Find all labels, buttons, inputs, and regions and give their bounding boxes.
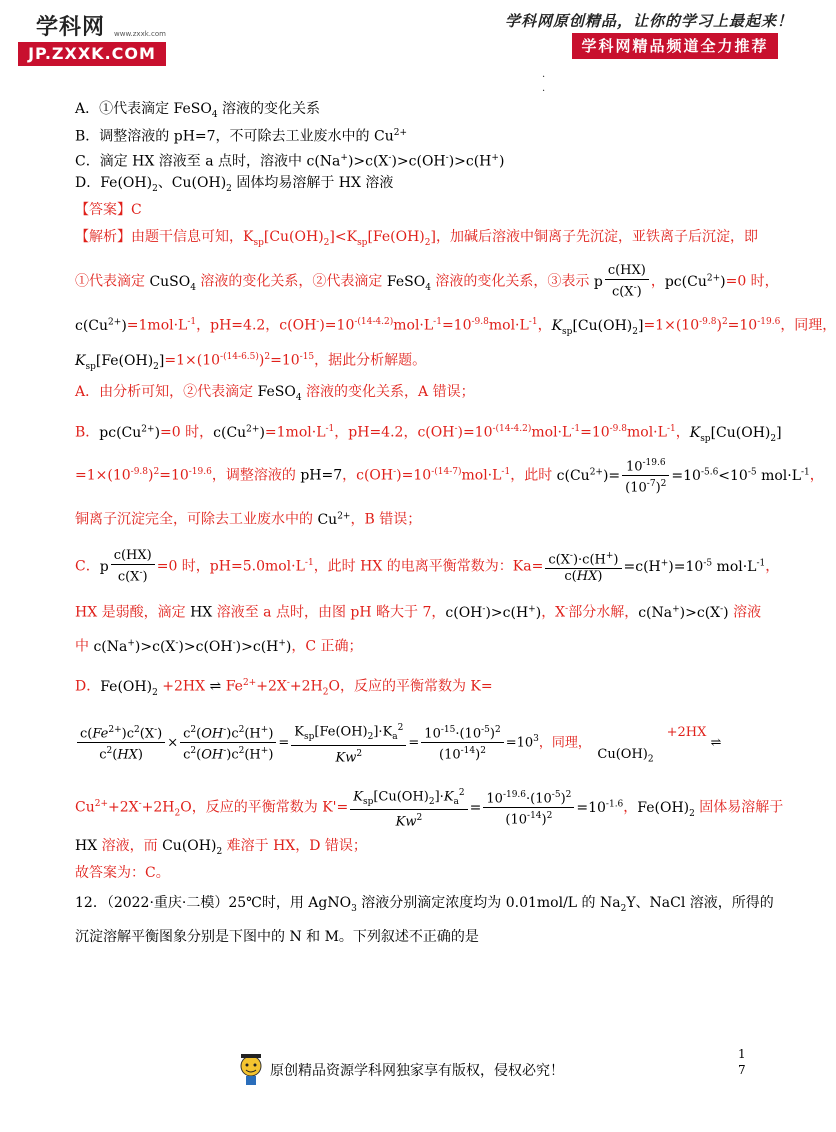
footer [236, 1052, 576, 1088]
analysis-line: HX 溶液，而 $Cu(OH)_2$ 难溶于 HX，D 错误； [75, 838, 367, 857]
option-b: B．调整溶液的 pH=7，不可除去工业废水中的 $Cu^{2+}$ [75, 128, 408, 145]
answer: 【答案】C [75, 202, 142, 218]
analysis-line: HX 是弱酸，滴定 HX 溶液至 a 点时，由图 pH 略大于 7，c(OH-)>c(H+)，X-部分水解，c(Na+)>c(X-) 溶液 [75, 604, 762, 621]
dot-mark: · [542, 86, 546, 97]
header-banner: 学科网精品频道全力推荐 [572, 33, 778, 59]
analysis-line: $=1\times(10^{-9.8})^2=10^{-19.6}$，调整溶液的 pH=7，$c(OH^-)=10^{-(14-7)}mol\cdot L^{-1}$，此时 $c(Cu^{2+})=$ $\frac{10^{-19.6}}{(10^{-7})^2}$ $=10^{-5.6}<10^{-5}$ $mol\cdot L^{-1}$， [75, 452, 824, 496]
question-12-line: 12．（2022·重庆·二模）25℃时，用 AgNO$_3$ 溶液分别滴定浓度均为 0.01mol/L 的 $Na_2Y$、NaCl 溶液，所得的 [75, 895, 774, 914]
analysis-line: B．$pc(Cu^{2+})=0$ 时，$c(Cu^{2+})=1mol\cdot L^{-1}$，pH=4.2，$c(OH^-)=10^{-(14-4.2)}mol\cdot L^{-1}=10^{-9.8}mol\cdot L^{-1}$，$K_{sp}[Cu(OH)_2]$ [75, 424, 782, 444]
analysis-line: A．由分析可知，②代表滴定 FeSO$_4$ 溶液的变化关系，A 错误； [75, 384, 475, 403]
analysis-line: $K_{sp}[Fe(OH)_2]=1\times(10^{-(14-6.5)})^2=10^{-15}$，据此分析解题。 [75, 352, 427, 372]
analysis-line: $c(Cu^{2+})=1mol\cdot L^{-1}$，pH=4.2，$c(OH^-)=10^{-(14-4.2)}mol\cdot L^{-1}=10^{-9.8}mol\cdot L^{-1}$，$K_{sp}[Cu(OH)_2]=1\times(10^{-9.8})^2=10^{-19.6}$，同理， [75, 317, 836, 337]
analysis-line: D．$Fe(OH)_2 +2HX$ ⇌ $Fe^{2+}+2X^-+2H_2O$，反应的平衡常数为 K= [75, 678, 493, 698]
analysis-line: 铜离子沉淀完全，可除去工业废水中的 $Cu^{2+}$，B 错误； [75, 511, 422, 528]
analysis-equation: $\frac{c(Fe^{2+})c^2(X^-)}{c^2(HX)}$ × $\frac{c^2(OH^-)c^2(H^+)}{c^2(OH^-)c^2(H^+)}$ = $\frac{K_{sp}[Fe(OH)_2]\cdot K_a^2}{Kw^2}$ = $\frac{10^{-15}\cdot(10^{-5})^2}{(10^{-14})^2}$ $=10^3$，同理， $Cu(OH)_2$ +2HX ⇌ [75, 712, 721, 775]
analysis-line: 故答案为：C。 [75, 865, 170, 881]
option-a: A．①代表滴定 FeSO$_4$ 溶液的变化关系 [75, 101, 321, 120]
logo-text: 学科网 [36, 15, 106, 40]
footer-text: 原创精品资源学科网独家享有版权，侵权必究！ [270, 1063, 564, 1079]
option-c: C．滴定 HX 溶液至 a 点时，溶液中 c(Na+)>c(X-)>c(OH-)>c(H+) [75, 153, 505, 170]
logo-url: JP.ZXXK.COM [18, 42, 166, 66]
analysis-line: C．p $\frac{c(HX)}{c(X^-)}$ =0 时，$pH=5.0mol\cdot L^{-1}$，此时 HX 的电离平衡常数为：Ka= $\frac{c(X^-)\cdot c(H^+)}{c(HX)}$ $=c(H^+)=10^{-5}$ $mol\cdot L^{-1}$， [75, 547, 780, 585]
option-d: D．$Fe(OH)_2$、$Cu(OH)_2$ 固体均易溶解于 HX 溶液 [75, 175, 394, 194]
question-12-line: 沉淀溶解平衡图象分别是下图中的 N 和 M。下列叙述不正确的是 [75, 929, 479, 945]
mascot-icon [236, 1052, 266, 1086]
analysis-line: 【解析】由题干信息可知，$K_{sp}[Cu(OH)_2]<K_{sp}[Fe(OH)_2]$，加碱后溶液中铜离子先沉淀，亚铁离子后沉淀，即 [75, 229, 758, 248]
dot-mark: · [542, 72, 546, 83]
logo [18, 10, 168, 68]
analysis-line: 中 c(Na+)>c(X-)>c(OH-)>c(H+)，C 正确； [75, 638, 363, 655]
page-number-top: 1 [738, 1047, 746, 1061]
analysis-line: ①代表滴定 CuSO$_4$ 溶液的变化关系，②代表滴定 FeSO$_4$ 溶液的变化关系，③表示 p $\frac{c(HX)}{c(X^-)}$ ，$pc(Cu^{2+})=0$ 时， [75, 262, 779, 300]
page-number [738, 1046, 746, 1078]
header-slogan: 学科网原创精品，让你的学习上最起来！ [505, 12, 794, 30]
logo-subtitle: www.zxxk.com [114, 30, 166, 38]
page-number-bottom: 7 [738, 1063, 746, 1077]
analysis-line: $Cu^{2+}+2X^-+2H_2O$，反应的平衡常数为 K'= $\frac{K_{sp}[Cu(OH)_2]\cdot K_a^2}{Kw^2}$ = $\frac{10^{-19.6}\cdot(10^{-5})^2}{(10^{-14})^2}$ $=10^{-1.6}$，$Fe(OH)_2$ 固体易溶解于 [75, 784, 783, 833]
